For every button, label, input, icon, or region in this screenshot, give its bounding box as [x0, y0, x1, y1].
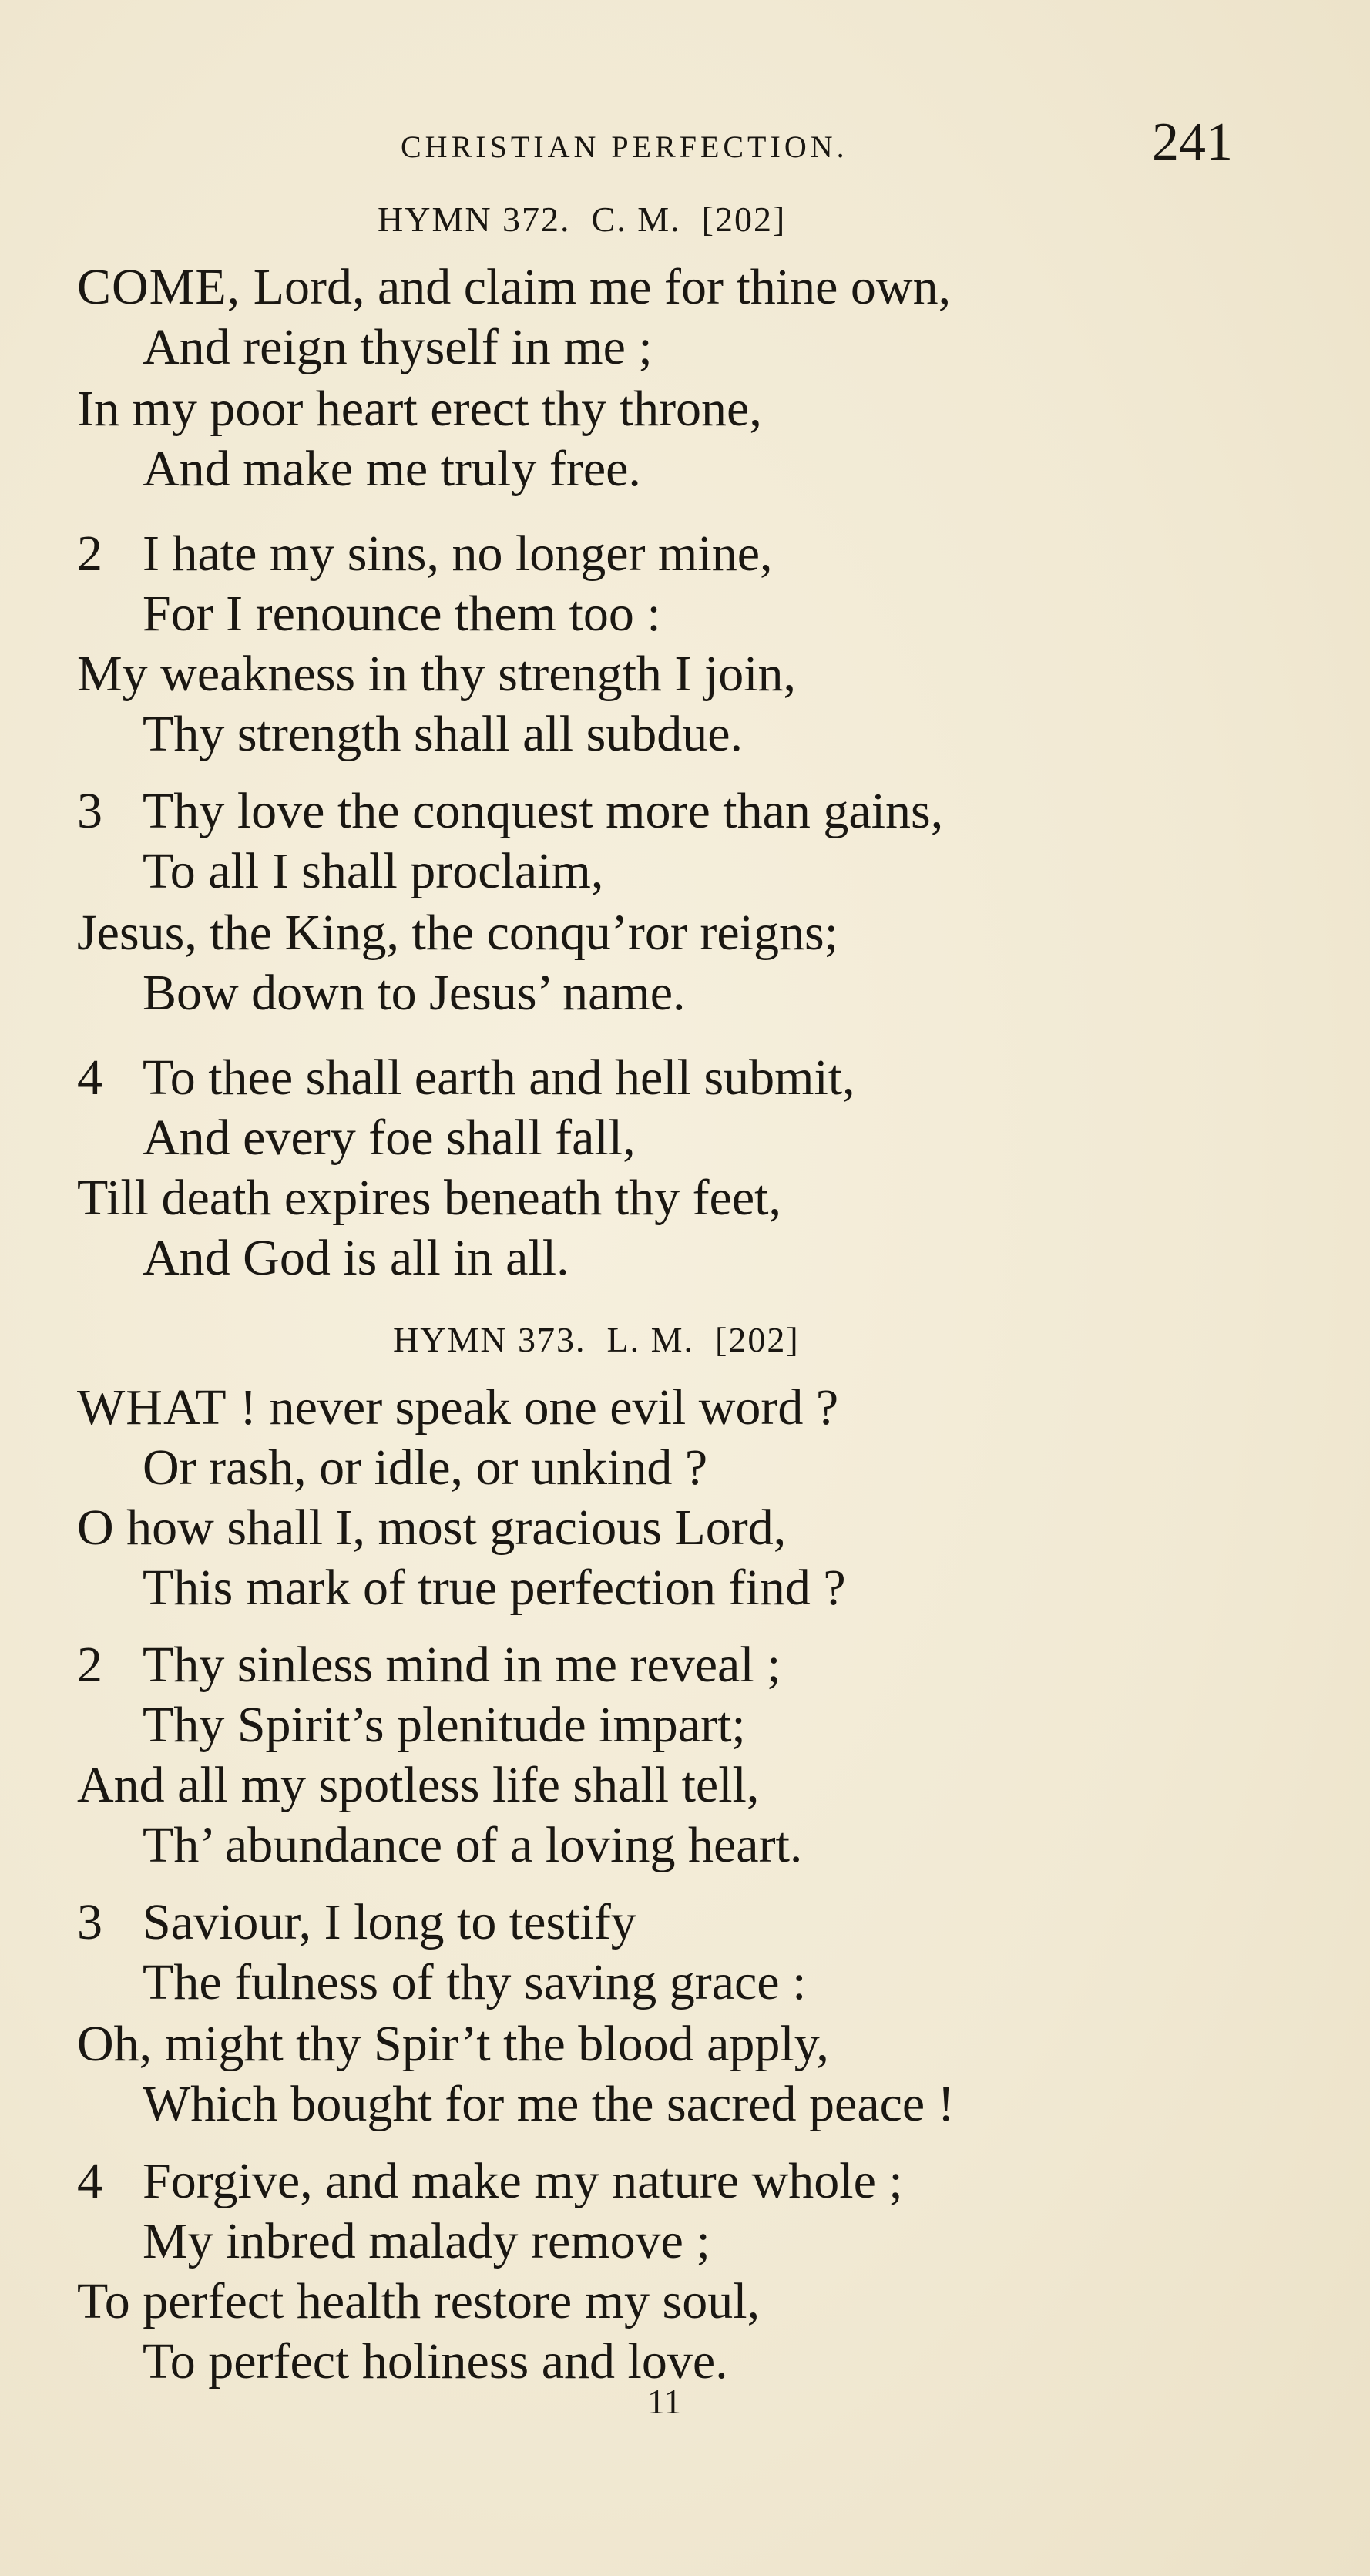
stanza-number: 3	[77, 783, 102, 839]
hymn-373-stanza-2-line-4: Th’ abundance of a loving heart.	[143, 1817, 803, 1873]
hymn-373-stanza-4-line-3: To perfect health restore my soul,	[77, 2273, 761, 2329]
hymn-372-stanza-2-line-3: My weakness in thy strength I join,	[77, 646, 797, 702]
hymn-372-stanza-2-line-4: Thy strength shall all subdue.	[143, 706, 744, 762]
hymn-372-stanza-4-line-4: And God is all in all.	[143, 1230, 569, 1286]
hymn-372-heading: HYMN 372. C. M. [202]	[378, 200, 787, 239]
hymn-373-stanza-1-line-3: O how shall I, most gracious Lord,	[77, 1500, 787, 1556]
hymn-373-stanza-3-line-2: The fulness of thy saving grace :	[143, 1954, 807, 2010]
stanza-number: 4	[77, 1050, 102, 1106]
hymn-373-stanza-4-line-4: To perfect holiness and love.	[143, 2333, 728, 2390]
stanza-number: 2	[77, 1637, 102, 1693]
hymn-372-stanza-4-line-1: 4 To thee shall earth and hell submit,	[77, 1050, 855, 1106]
section-title: CHRISTIAN PERFECTION.	[401, 129, 848, 164]
hymn-372-stanza-3-line-3: Jesus, the King, the conqu’ror reigns;	[77, 905, 838, 961]
hymn-372-stanza-1-line-3: In my poor heart erect thy throne,	[77, 381, 762, 437]
hymn-373-stanza-4-line-2: My inbred malady remove ;	[143, 2213, 710, 2269]
page-number: 241	[1152, 113, 1233, 172]
hymn-372-stanza-2-line-1: 2 I hate my sins, no longer mine,	[77, 526, 773, 582]
hymn-373-first-word: WHAT	[77, 1379, 227, 1436]
hymn-373-stanza-2-line-1: 2 Thy sinless mind in me reveal ;	[77, 1637, 781, 1693]
hymn-373-stanza-1-line-1: WHAT ! never speak one evil word ?	[77, 1379, 839, 1436]
hymn-372-stanza-4-line-2: And every foe shall fall,	[143, 1110, 636, 1166]
hymn-373-stanza-3-line-4: Which bought for me the sacred peace !	[143, 2076, 955, 2132]
hymn-373-stanza-2-line-2: Thy Spirit’s plenitude impart;	[143, 1697, 746, 1753]
hymn-373-stanza-3-line-3: Oh, might thy Spir’t the blood apply,	[77, 2016, 829, 2072]
hymn-372-stanza-1-line-1: COME, Lord, and claim me for thine own,	[77, 259, 952, 315]
hymn-372-stanza-4-line-3: Till death expires beneath thy feet,	[77, 1170, 781, 1226]
stanza-number: 4	[77, 2153, 102, 2209]
hymn-373-stanza-3-line-1: 3 Saviour, I long to testify	[77, 1894, 636, 1950]
hymn-372-stanza-3-line-1: 3 Thy love the conquest more than gains,	[77, 783, 944, 839]
hymn-372-first-word: COME,	[77, 259, 241, 315]
signature-mark: 11	[647, 2382, 682, 2421]
hymn-373-heading: HYMN 373. L. M. [202]	[393, 1320, 800, 1359]
hymn-373-stanza-4-line-1: 4 Forgive, and make my nature whole ;	[77, 2153, 903, 2209]
hymn-372-stanza-3-line-4: Bow down to Jesus’ name.	[143, 965, 686, 1021]
hymn-372-stanza-2-line-2: For I renounce them too :	[143, 586, 661, 642]
running-head	[0, 112, 1370, 173]
hymn-373-stanza-2-line-3: And all my spotless life shall tell,	[77, 1757, 760, 1813]
hymn-372-stanza-3-line-2: To all I shall proclaim,	[143, 843, 604, 899]
hymn-372-stanza-1-line-2: And reign thyself in me ;	[143, 319, 653, 375]
hymn-373-stanza-1-line-4: This mark of true perfection find ?	[143, 1560, 846, 1616]
stanza-number: 3	[77, 1894, 102, 1950]
hymn-372-stanza-1-line-4: And make me truly free.	[143, 441, 641, 497]
stanza-number: 2	[77, 526, 102, 582]
hymn-373-stanza-1-line-2: Or rash, or idle, or unkind ?	[143, 1439, 708, 1496]
